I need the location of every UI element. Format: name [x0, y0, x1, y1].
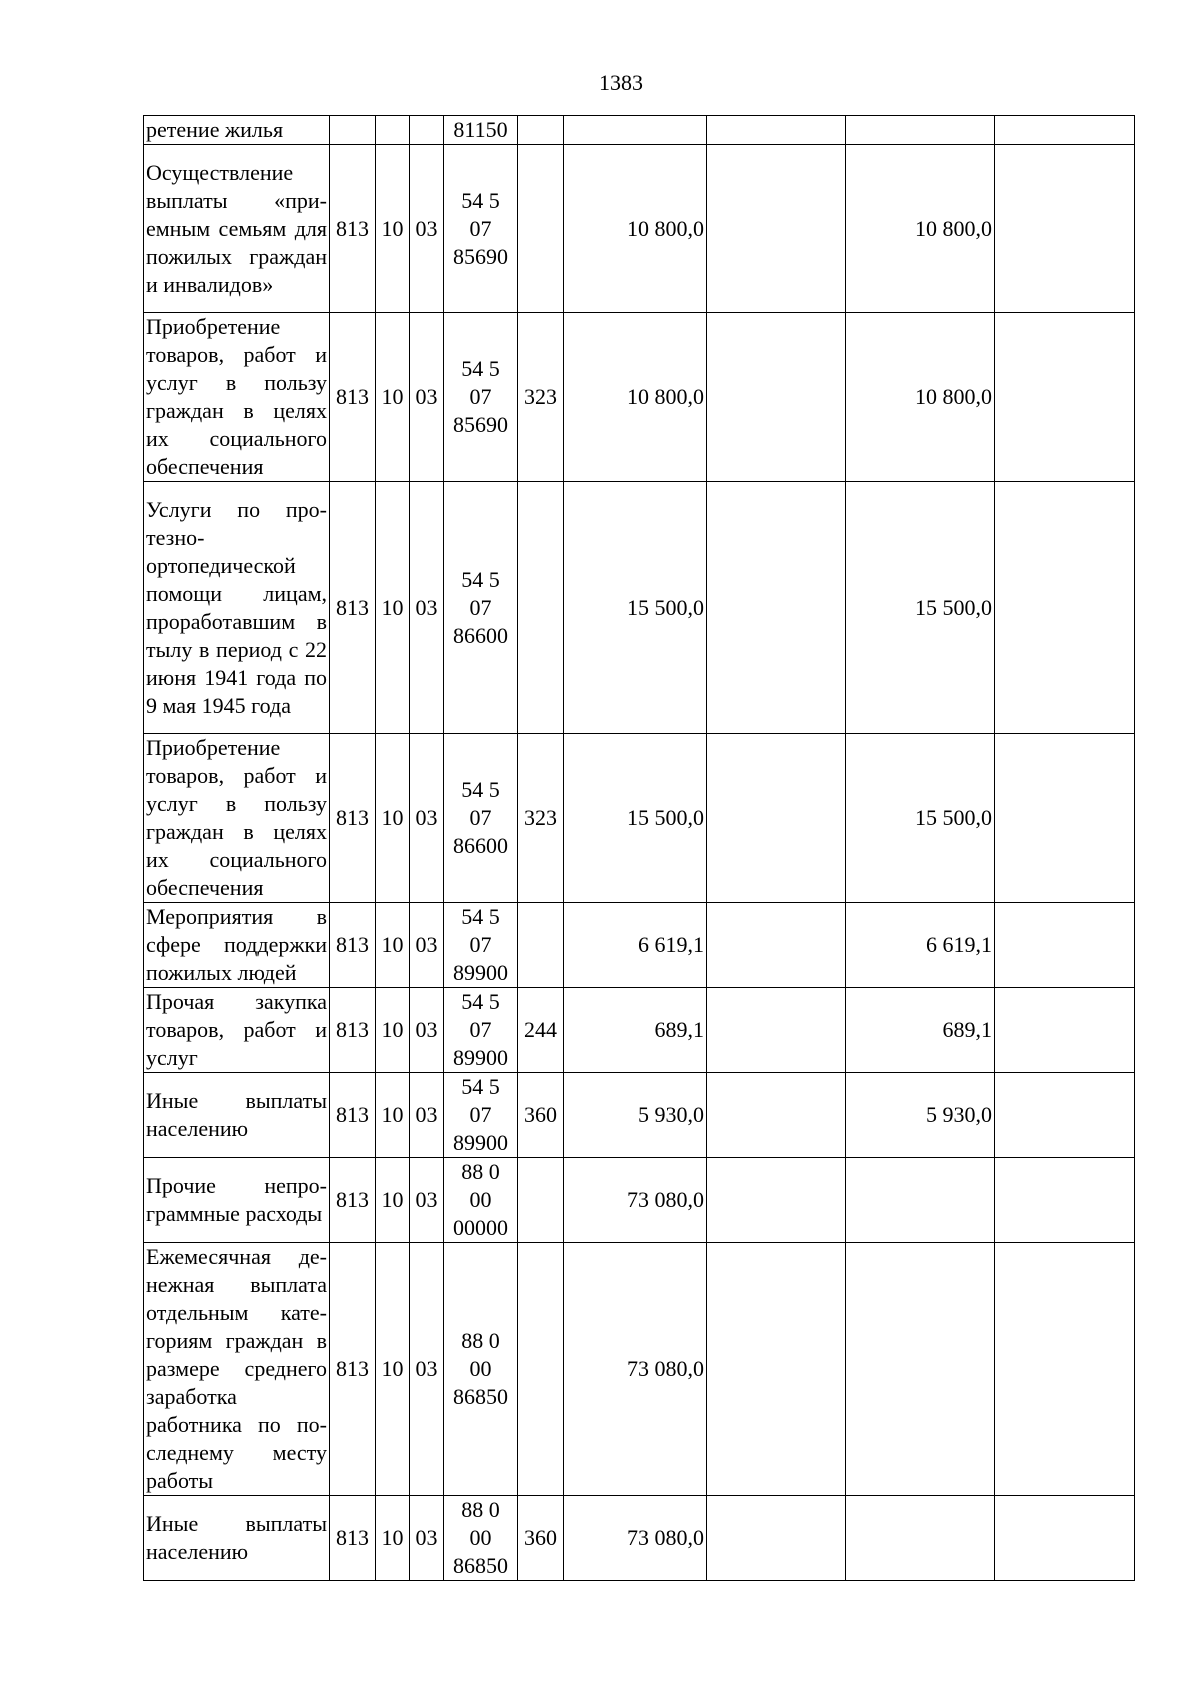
target-article-part: 89900: [453, 1130, 508, 1155]
row-name: Осуществление выплаты «приемным семьям для пожилых граждан и инвалидов»: [144, 145, 330, 313]
subsection-code: 03: [410, 313, 444, 482]
expense-type-code: [518, 1243, 564, 1496]
amount-2: [707, 313, 846, 482]
section-code: 10: [376, 1158, 410, 1243]
amount-3: [846, 1496, 995, 1581]
target-article-part: 07: [469, 1102, 492, 1127]
amount-3: 6 619,1: [846, 903, 995, 988]
target-article-part: 07: [469, 384, 492, 409]
target-article-part: 07: [469, 1017, 492, 1042]
target-article-code: [444, 1496, 518, 1581]
table-row: [144, 1073, 1135, 1158]
amount-2: [707, 116, 846, 145]
amount-2: [707, 145, 846, 313]
expense-type-code: [518, 145, 564, 313]
expense-type-code: [518, 903, 564, 988]
amount-4: [995, 734, 1135, 903]
table-row: [144, 903, 1135, 988]
ved-code: 813: [330, 1243, 376, 1496]
table-row: [144, 116, 1135, 145]
expense-type-code: 360: [518, 1496, 564, 1581]
amount-3: 15 500,0: [846, 482, 995, 734]
row-name: Иные выплаты населению: [144, 1073, 330, 1158]
target-article-part: 07: [469, 932, 492, 957]
target-article-part: 88 0: [461, 1497, 500, 1522]
amount-1: 73 080,0: [564, 1158, 707, 1243]
row-name: Прочие непрограммные расходы: [144, 1158, 330, 1243]
section-code: 10: [376, 988, 410, 1073]
amount-2: [707, 482, 846, 734]
target-article-part: 85690: [453, 243, 508, 269]
section-code: 10: [376, 1243, 410, 1496]
amount-2: [707, 903, 846, 988]
target-article-part: 54 5: [461, 356, 500, 381]
amount-1: 10 800,0: [564, 145, 707, 313]
row-name: Иные выплаты населению: [144, 1496, 330, 1581]
target-article-code: [444, 313, 518, 482]
target-article-code: [444, 1243, 518, 1496]
amount-3: 689,1: [846, 988, 995, 1073]
amount-3: [846, 116, 995, 145]
target-article-part: 89900: [453, 1045, 508, 1070]
amount-2: [707, 1158, 846, 1243]
target-article-part: 85690: [453, 412, 508, 437]
section-code: 10: [376, 313, 410, 482]
row-name: Мероприятия в сфере поддержки пожилых людей: [144, 903, 330, 988]
subsection-code: 03: [410, 1243, 444, 1496]
target-article-part: 81150: [453, 117, 508, 142]
amount-3: 10 800,0: [846, 145, 995, 313]
subsection-code: 03: [410, 145, 444, 313]
ved-code: 813: [330, 482, 376, 734]
amount-4: [995, 1243, 1135, 1496]
amount-4: [995, 1496, 1135, 1581]
table-row: [144, 988, 1135, 1073]
target-article-part: 88 0: [461, 1328, 500, 1353]
amount-2: [707, 988, 846, 1073]
subsection-code: 03: [410, 988, 444, 1073]
expense-type-code: 323: [518, 313, 564, 482]
expense-type-code: [518, 1158, 564, 1243]
target-article-part: 54 5: [461, 777, 500, 802]
target-article-code: [444, 903, 518, 988]
subsection-code: 03: [410, 734, 444, 903]
target-article-code: [444, 1158, 518, 1243]
target-article-code: [444, 145, 518, 313]
target-article-part: 07: [469, 594, 492, 620]
ved-code: 813: [330, 1073, 376, 1158]
amount-4: [995, 1158, 1135, 1243]
expense-type-code: 360: [518, 1073, 564, 1158]
amount-3: 15 500,0: [846, 734, 995, 903]
section-code: 10: [376, 1073, 410, 1158]
target-article-part: 89900: [453, 960, 508, 985]
section-code: 10: [376, 145, 410, 313]
ved-code: 813: [330, 313, 376, 482]
amount-4: [995, 313, 1135, 482]
target-article-part: 54 5: [461, 904, 500, 929]
table-row: [144, 1158, 1135, 1243]
amount-1: 15 500,0: [564, 482, 707, 734]
target-article-part: 00: [469, 1187, 492, 1212]
amount-1: 73 080,0: [564, 1243, 707, 1496]
amount-4: [995, 988, 1135, 1073]
ved-code: 813: [330, 1158, 376, 1243]
target-article-part: 86600: [453, 833, 508, 858]
table-body: [144, 116, 1135, 1581]
ved-code: 813: [330, 1496, 376, 1581]
row-name: Услуги по протезно-ортопедической помощи лицам, проработавшим в тылу в период с 22 июня 1941 года по 9 мая 1945 года: [144, 482, 330, 734]
table-row: [144, 1496, 1135, 1581]
row-name: Прочая закупка товаров, работ и услуг: [144, 988, 330, 1073]
target-article-part: 00000: [453, 1215, 508, 1240]
target-article-code: [444, 1073, 518, 1158]
budget-table: [143, 115, 1135, 1581]
expense-type-code: 323: [518, 734, 564, 903]
target-article-part: 86600: [453, 622, 508, 648]
section-code: 10: [376, 1496, 410, 1581]
amount-1: 6 619,1: [564, 903, 707, 988]
target-article-part: 07: [469, 805, 492, 830]
amount-4: [995, 903, 1135, 988]
amount-1: 689,1: [564, 988, 707, 1073]
amount-3: [846, 1158, 995, 1243]
amount-3: 10 800,0: [846, 313, 995, 482]
target-article-part: 54 5: [461, 187, 500, 213]
target-article-part: 54 5: [461, 989, 500, 1014]
amount-2: [707, 734, 846, 903]
target-article-code: [444, 482, 518, 734]
subsection-code: 03: [410, 903, 444, 988]
ved-code: 813: [330, 145, 376, 313]
table-row: [144, 313, 1135, 482]
target-article-part: 86850: [453, 1553, 508, 1578]
row-name: ретение жилья: [144, 116, 330, 145]
amount-4: [995, 145, 1135, 313]
ved-code: 813: [330, 903, 376, 988]
amount-2: [707, 1073, 846, 1158]
amount-4: [995, 1073, 1135, 1158]
amount-2: [707, 1496, 846, 1581]
target-article-part: 54 5: [461, 566, 500, 592]
subsection-code: 03: [410, 482, 444, 734]
table-row: [144, 145, 1135, 313]
target-article-part: 00: [469, 1525, 492, 1550]
amount-4: [995, 116, 1135, 145]
target-article-code: [444, 988, 518, 1073]
amount-3: [846, 1243, 995, 1496]
ved-code: [330, 116, 376, 145]
target-article-part: 54 5: [461, 1074, 500, 1099]
target-article-part: 07: [469, 215, 492, 241]
page-number: 1383: [599, 70, 643, 95]
amount-3: 5 930,0: [846, 1073, 995, 1158]
table-row: [144, 734, 1135, 903]
section-code: 10: [376, 734, 410, 903]
ved-code: 813: [330, 988, 376, 1073]
ved-code: 813: [330, 734, 376, 903]
amount-1: 5 930,0: [564, 1073, 707, 1158]
amount-1: 15 500,0: [564, 734, 707, 903]
target-article-code: [444, 734, 518, 903]
table-row: [144, 482, 1135, 734]
amount-1: 10 800,0: [564, 313, 707, 482]
subsection-code: 03: [410, 1158, 444, 1243]
expense-type-code: [518, 116, 564, 145]
row-name: Ежемесячная денежная выплата отдельным категориям граждан в размере среднего заработка работника по последнему месту работы: [144, 1243, 330, 1496]
section-code: [376, 116, 410, 145]
expense-type-code: 244: [518, 988, 564, 1073]
target-article-code: [444, 116, 518, 145]
target-article-part: 86850: [453, 1384, 508, 1409]
amount-4: [995, 482, 1135, 734]
amount-1: [564, 116, 707, 145]
row-name: Приобретение товаров, работ и услуг в пользу граждан в целях их социального обеспечения: [144, 734, 330, 903]
amount-2: [707, 1243, 846, 1496]
amount-1: 73 080,0: [564, 1496, 707, 1581]
subsection-code: 03: [410, 1496, 444, 1581]
expense-type-code: [518, 482, 564, 734]
row-name: Приобретение товаров, работ и услуг в пользу граждан в целях их социального обеспечения: [144, 313, 330, 482]
subsection-code: 03: [410, 1073, 444, 1158]
target-article-part: 88 0: [461, 1159, 500, 1184]
section-code: 10: [376, 482, 410, 734]
section-code: 10: [376, 903, 410, 988]
subsection-code: [410, 116, 444, 145]
target-article-part: 00: [469, 1356, 492, 1381]
table-row: [144, 1243, 1135, 1496]
